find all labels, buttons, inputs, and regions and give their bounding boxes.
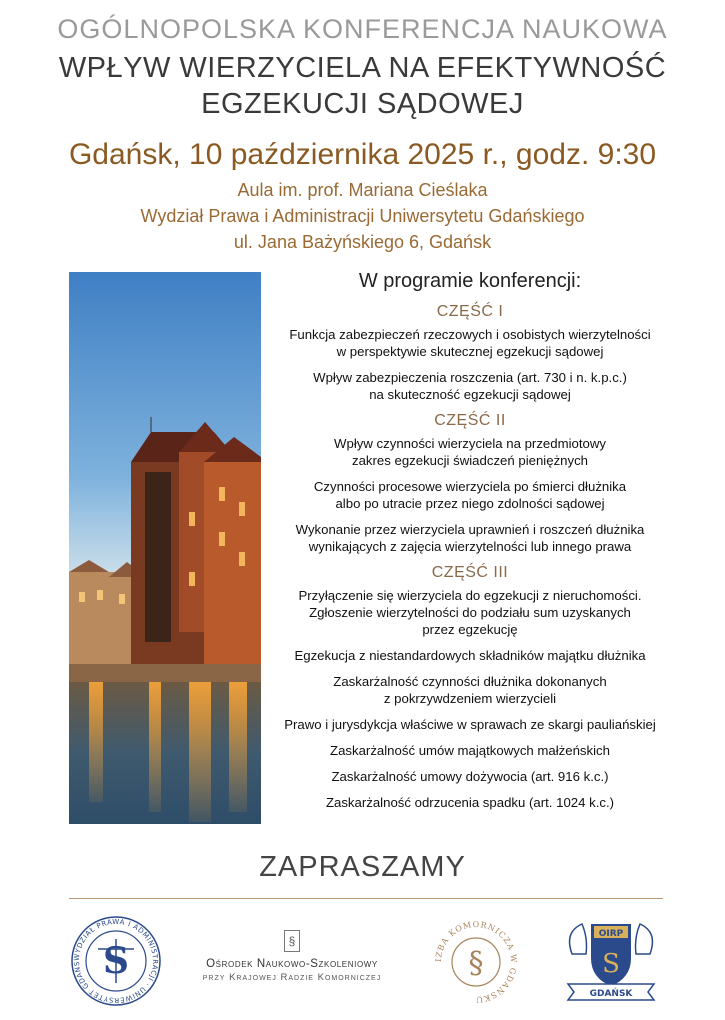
- gdansk-crane-photo: [69, 272, 261, 824]
- program-topic: Zaskarżalność czynności dłużnika dokonanych z pokrzywdzeniem wierzycieli: [333, 674, 607, 706]
- part-label: CZĘŚĆ III: [431, 564, 509, 581]
- svg-text:OIRP: OIRP: [598, 929, 624, 939]
- svg-text:S: S: [602, 949, 620, 979]
- svg-text:S: S: [103, 940, 129, 982]
- program-part-2: [270, 412, 670, 555]
- logo-center-line1: Ośrodek Naukowo-Szkoleniowy: [206, 958, 378, 970]
- program-topic: Zaskarżalność umów majątkowych małżeńskich: [330, 743, 610, 758]
- logo-center-line2: przy Krajowej Radzie Komorniczej: [202, 972, 382, 983]
- conference-program: [270, 270, 670, 820]
- izba-komornicza-logo: [431, 912, 521, 1007]
- program-topic: Czynności procesowe wierzyciela po śmierci dłużnika albo po utracie przez niego zdolności sądowej: [313, 479, 627, 511]
- program-part-3: [270, 564, 670, 811]
- conference-supertitle: OGÓLNOPOLSKA KONFERENCJA NAUKOWA: [57, 14, 668, 44]
- program-topic: Wykonanie przez wierzyciela uprawnień i roszczeń dłużnika wynikających z zajęcia wierzytelności lub innego prawa: [295, 522, 645, 554]
- venue-hall: Aula im. prof. Mariana Cieślaka: [237, 180, 488, 200]
- conference-title-line1: WPŁYW WIERZYCIELA NA EFEKTYWNOŚĆ: [58, 52, 667, 84]
- program-topic: Wpływ czynności wierzyciela na przedmiotowy zakres egzekucji świadczeń pieniężnych: [334, 436, 606, 468]
- svg-text:WYDZIAŁ PRAWA I ADMINISTRACJI: WYDZIAŁ PRAWA I ADMINISTRACJI · UNIWERSYTET GDAŃS: [72, 917, 160, 1005]
- ug-law-faculty-logo: [70, 915, 162, 1007]
- program-topic: Funkcja zabezpieczeń rzeczowych i osobistych wierzytelności w perspektywie skutecznej egzekucji sądowej: [289, 327, 651, 359]
- program-topic: Wpływ zabezpieczenia roszczenia (art. 730 i n. k.p.c.) na skuteczność egzekucji sądowej: [313, 370, 627, 402]
- program-heading: W programie konferencji:: [358, 270, 582, 292]
- osrodek-naukowo-szkoleniowy-logo: [192, 930, 392, 990]
- program-topic: Zaskarżalność odrzucenia spadku (art. 1024 k.c.): [325, 795, 615, 810]
- part-label: CZĘŚĆ II: [434, 412, 506, 429]
- program-part-1: [270, 303, 670, 403]
- oirp-gdansk-logo: [558, 914, 664, 1006]
- svg-text:IZBA KOMORNICZA W GDAŃSKU: IZBA KOMORNICZA W GDAŃSKU: [433, 919, 519, 1005]
- section-sign-icon: §: [284, 930, 300, 952]
- svg-text:GDAŃSK: GDAŃSK: [589, 989, 633, 999]
- program-topic: Zaskarżalność umowy dożywocia (art. 916 k.c.): [331, 769, 609, 784]
- svg-text:§: §: [468, 946, 484, 981]
- footer-divider: [69, 898, 663, 899]
- venue-faculty: Wydział Prawa i Administracji Uniwersytetu Gdańskiego: [140, 206, 585, 226]
- part-label: CZĘŚĆ I: [436, 303, 504, 320]
- venue-address: ul. Jana Bażyńskiego 6, Gdańsk: [233, 232, 492, 252]
- invitation-text: ZAPRASZAMY: [259, 851, 466, 883]
- program-topic: Przyłączenie się wierzyciela do egzekucji z nieruchomości. Zgłoszenie wierzytelności do podziału sum uzyskanych przez egzekucję: [298, 588, 642, 637]
- conference-date: Gdańsk, 10 października 2025 r., godz. 9:30: [68, 138, 657, 171]
- program-topic: Egzekucja z niestandardowych składników majątku dłużnika: [294, 648, 646, 663]
- program-topic: Prawo i jurysdykcja właściwe w sprawach ze skargi pauliańskiej: [284, 717, 656, 732]
- conference-title-line2: EGZEKUCJI SĄDOWEJ: [201, 88, 524, 120]
